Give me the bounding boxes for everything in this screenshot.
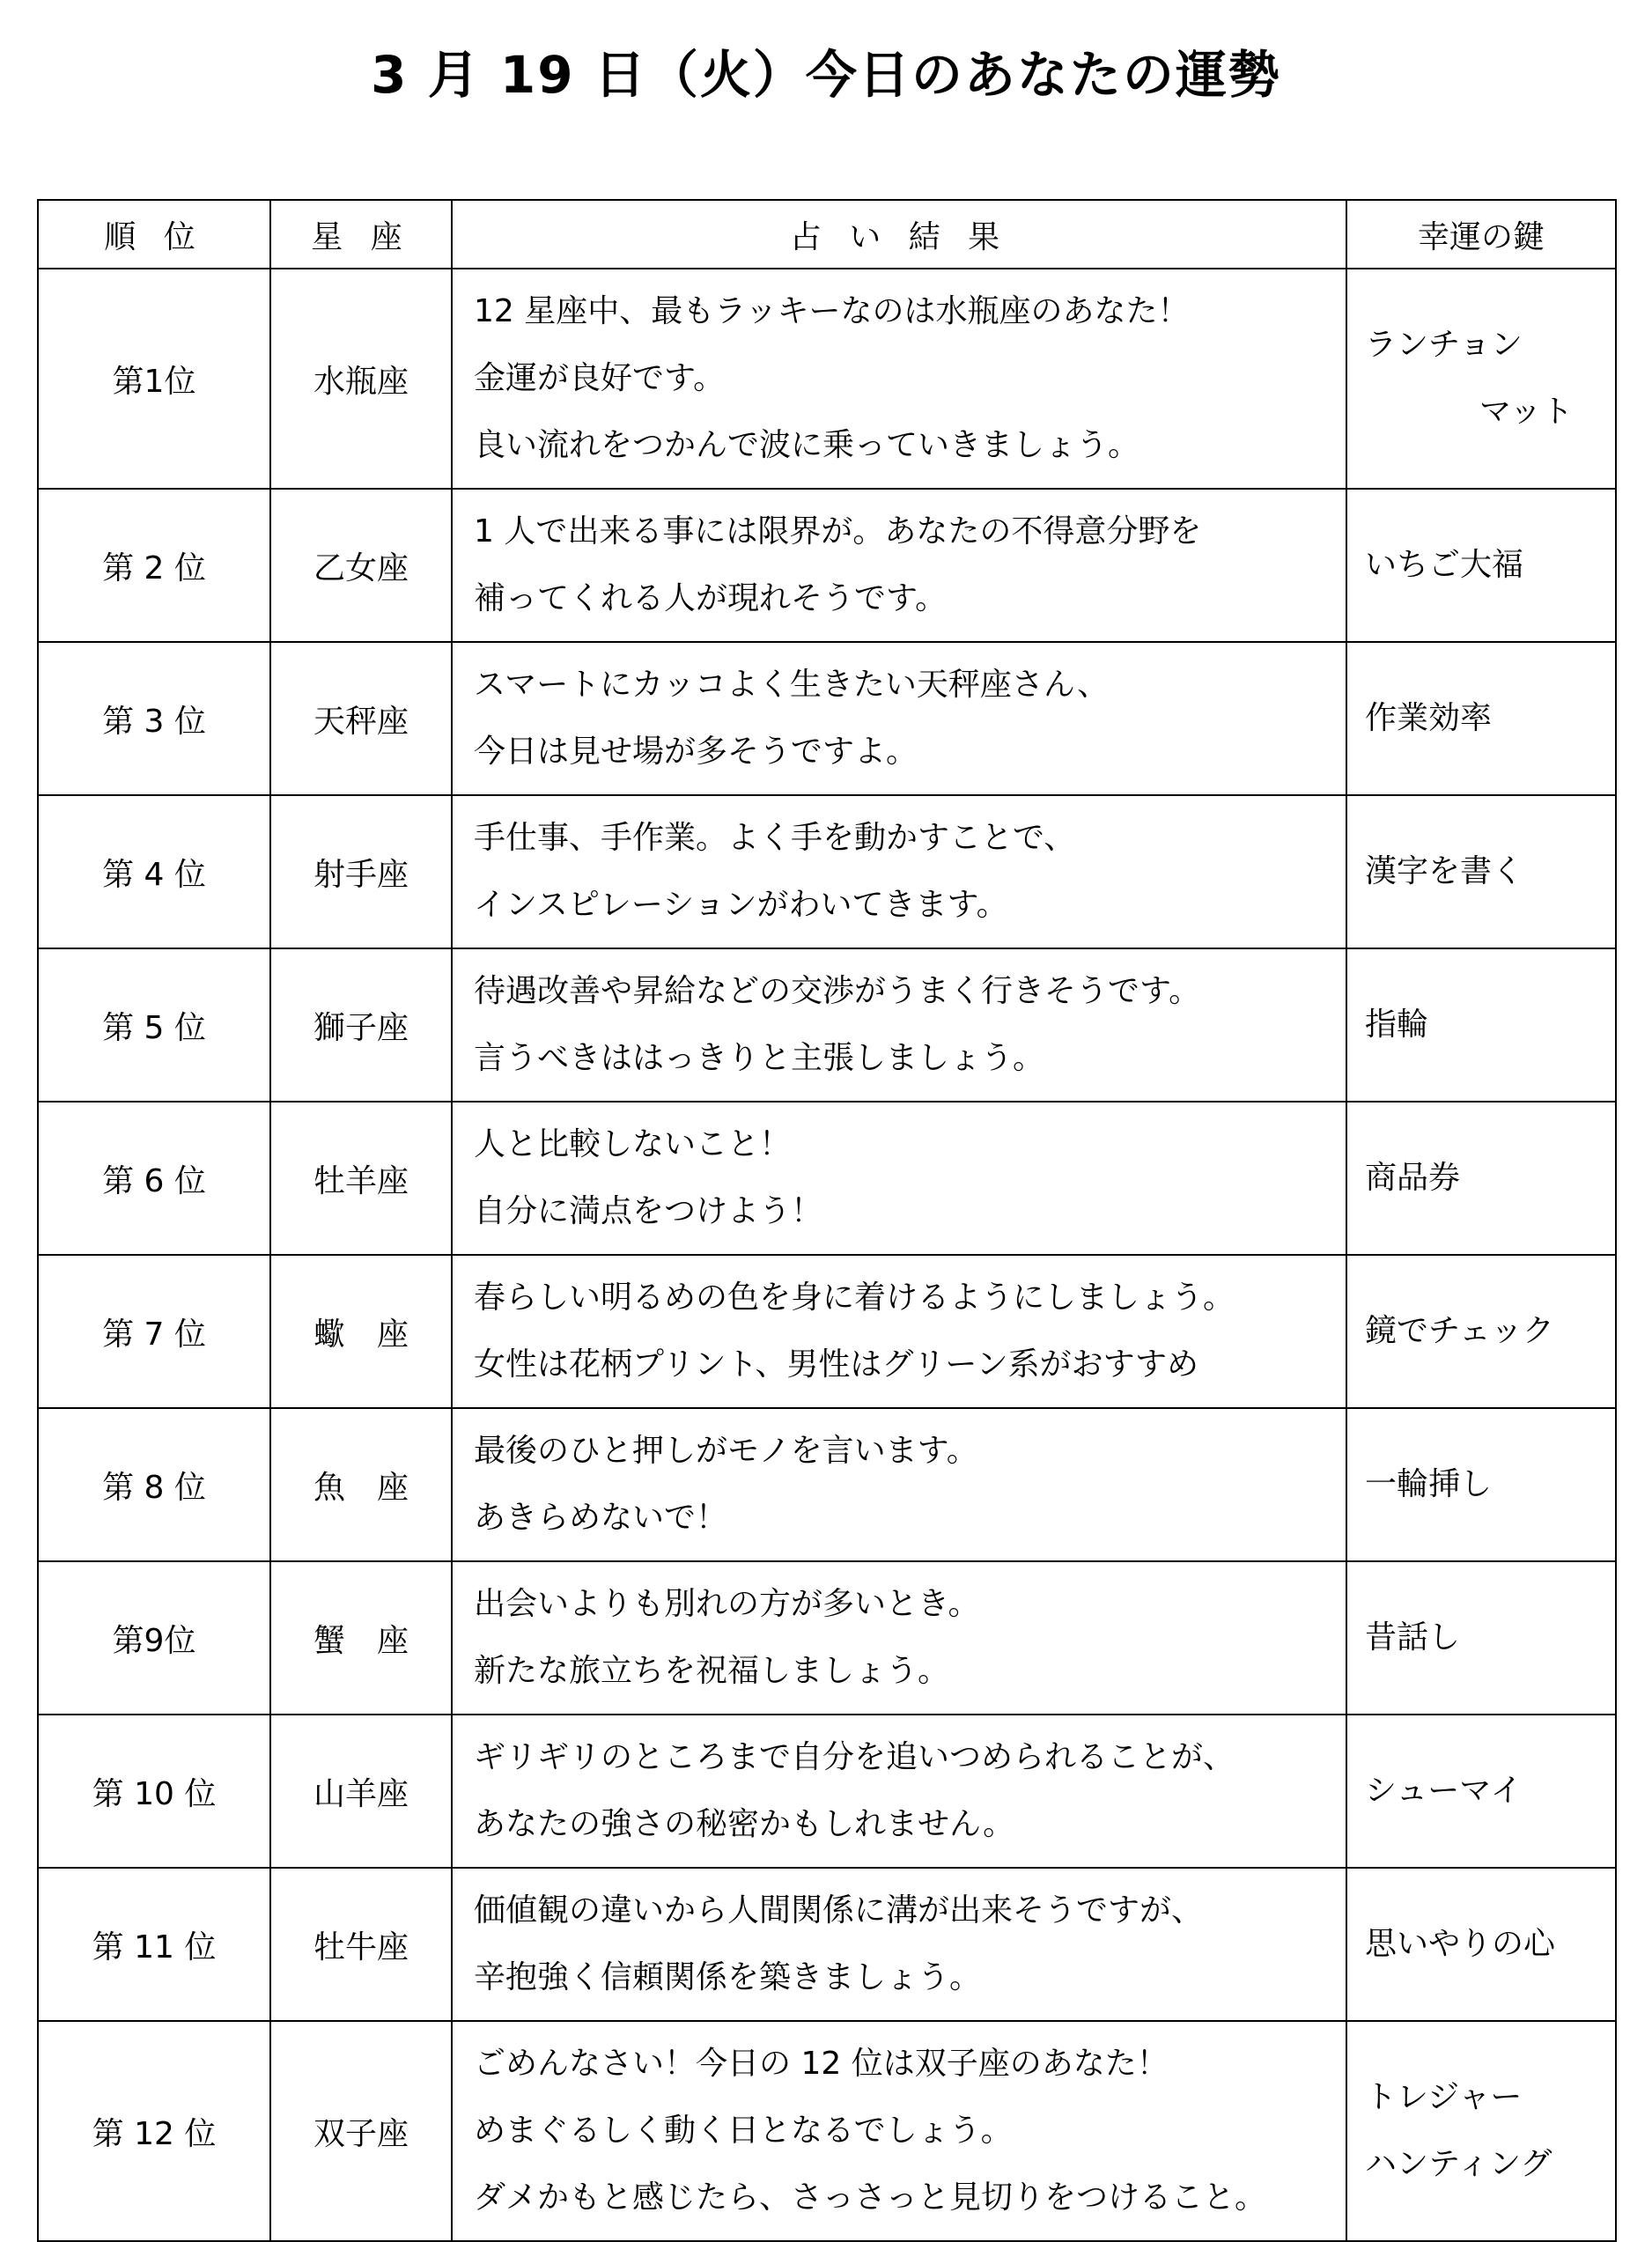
rank-cell: 第 10 位 [38,1715,270,1868]
lucky-key-text: 昔話し [1365,1619,1461,1656]
lucky-key-cell [1346,948,1616,1102]
table-row [38,1868,1616,2021]
fortune-text-line: 言うべきははっきりと主張しましょう。 [474,1040,1045,1076]
zodiac-sign-cell: 蠍 座 [270,1255,452,1408]
header-rank: 順 位 [38,200,270,269]
fortune-result-cell [452,948,1346,1102]
fortune-text-line: 人と比較しないこと！ [474,1126,792,1162]
lucky-key-text: 漢字を書く [1365,853,1524,889]
lucky-key-text: 鏡でチェック [1365,1313,1554,1349]
fortune-text-line: 自分に満点をつけよう！ [474,1193,823,1229]
table-row [38,2021,1616,2241]
table-row [38,1408,1616,1561]
fortune-text-line: めまぐるしく動く日となるでしょう。 [474,2113,1013,2149]
rank-cell: 第 6 位 [38,1102,270,1255]
lucky-key-cell [1346,489,1616,642]
fortune-result-cell [452,795,1346,948]
fortune-text-line: 待遇改善や昇給などの交渉がうまく行きそうです。 [474,973,1201,1009]
header-result: 占 い 結 果 [452,200,1346,269]
lucky-key-cell [1346,1255,1616,1408]
lucky-key-cell [1346,642,1616,795]
header-sign: 星 座 [270,200,452,269]
zodiac-sign-cell: 牡牛座 [270,1868,452,2021]
lucky-key-text: 思いやりの心 [1365,1926,1556,1962]
header-lucky-key: 幸運の鍵 [1346,200,1616,269]
rank-cell: 第 11 位 [38,1868,270,2021]
rank-cell: 第 12 位 [38,2021,270,2241]
lucky-key-text: 商品券 [1365,1160,1461,1196]
lucky-key-text: ランチョン [1365,327,1523,363]
table-row [38,948,1616,1102]
zodiac-sign-cell: 水瓶座 [270,269,452,489]
fortune-text-line: あきらめないで！ [474,1500,728,1536]
fortune-text-line: 補ってくれる人が現れそうです。 [474,580,948,616]
fortune-text-line: 手仕事、手作業。よく手を動かすことで、 [474,820,1076,856]
fortune-text-line: 12 星座中、最もラッキーなのは水瓶座のあなた！ [474,293,1190,329]
fortune-result-cell [452,2021,1346,2241]
fortune-text-line: 良い流れをつかんで波に乗っていきましょう。 [474,427,1140,463]
zodiac-sign-cell: 乙女座 [270,489,452,642]
lucky-key-text: シューマイ [1365,1773,1523,1809]
fortune-result-cell [452,1868,1346,2021]
lucky-key-cell [1346,2021,1616,2241]
fortune-text-line: ダメかもと感じたら、さっさっと見切りをつけること。 [474,2179,1267,2216]
fortune-text-line: インスピレーションがわいてきます。 [474,887,1008,923]
table-row [38,642,1616,795]
fortune-text-line: 春らしい明るめの色を身に着けるようにしましょう。 [474,1280,1235,1316]
lucky-key-text: マット [1479,394,1574,430]
fortune-result-cell [452,1102,1346,1255]
fortune-result-cell [452,642,1346,795]
table-row [38,489,1616,642]
lucky-key-text: いちご大福 [1365,547,1524,583]
table-header-row [38,200,1616,269]
lucky-key-cell [1346,1868,1616,2021]
rank-cell: 第9位 [38,1561,270,1715]
lucky-key-cell [1346,795,1616,948]
fortune-text-line: ギリギリのところまで自分を追いつめられることが、 [474,1739,1235,1775]
table-row [38,1561,1616,1715]
lucky-key-cell [1346,1561,1616,1715]
fortune-text-line: 最後のひと押しがモノを言います。 [474,1433,978,1469]
zodiac-sign-cell: 魚 座 [270,1408,452,1561]
zodiac-sign-cell: 蟹 座 [270,1561,452,1715]
fortune-result-cell [452,269,1346,489]
fortune-text-line: 価値観の違いから人間関係に溝が出来そうですが、 [474,1892,1204,1929]
rank-cell: 第 5 位 [38,948,270,1102]
lucky-key-text: 作業効率 [1365,700,1493,736]
rank-cell: 第 2 位 [38,489,270,642]
fortune-text-line: ごめんなさい！今日の 12 位は双子座のあなた！ [474,2046,1169,2082]
lucky-key-text: 指輪 [1365,1007,1429,1043]
table-row [38,1102,1616,1255]
lucky-key-cell [1346,269,1616,489]
fortune-text-line: 1 人で出来る事には限界が。あなたの不得意分野を [474,513,1202,549]
fortune-text-line: 女性は花柄プリント、男性はグリーン系がおすすめ [474,1346,1198,1383]
zodiac-sign-cell: 天秤座 [270,642,452,795]
fortune-text-line: 今日は見せ場が多そうですよ。 [474,734,918,770]
fortune-text-line: あなたの強さの秘密かもしれません。 [474,1806,1015,1842]
fortune-table [37,199,1617,2242]
table-row [38,1255,1616,1408]
rank-cell: 第 8 位 [38,1408,270,1561]
fortune-result-cell [452,1408,1346,1561]
rank-cell: 第1位 [38,269,270,489]
table-row [38,269,1616,489]
fortune-text-line: スマートにカッコよく生きたい天秤座さん、 [474,667,1110,703]
rank-cell: 第 4 位 [38,795,270,948]
zodiac-sign-cell: 射手座 [270,795,452,948]
zodiac-sign-cell: 双子座 [270,2021,452,2241]
page-title: 3 月 19 日（火）今日のあなたの運勢 [371,45,1281,105]
fortune-text-line: 辛抱強く信頼関係を築きましょう。 [474,1959,982,1995]
fortune-text-line: 出会いよりも別れの方が多いとき。 [474,1586,980,1622]
rank-cell: 第 7 位 [38,1255,270,1408]
fortune-result-cell [452,1561,1346,1715]
rank-cell: 第 3 位 [38,642,270,795]
lucky-key-text: トレジャー [1365,2079,1523,2115]
lucky-key-cell [1346,1715,1616,1868]
table-row [38,795,1616,948]
zodiac-sign-cell: 山羊座 [270,1715,452,1868]
fortune-result-cell [452,1715,1346,1868]
lucky-key-text: 一輪挿し [1365,1466,1493,1502]
lucky-key-text: ハンティング [1365,2146,1552,2182]
zodiac-sign-cell: 牡羊座 [270,1102,452,1255]
zodiac-sign-cell: 獅子座 [270,948,452,1102]
table-body [38,269,1616,2241]
lucky-key-cell [1346,1408,1616,1561]
table-row [38,1715,1616,1868]
fortune-text-line: 新たな旅立ちを祝福しましょう。 [474,1653,950,1689]
fortune-result-cell [452,489,1346,642]
fortune-result-cell [452,1255,1346,1408]
fortune-text-line: 金運が良好です。 [474,360,726,396]
lucky-key-cell [1346,1102,1616,1255]
